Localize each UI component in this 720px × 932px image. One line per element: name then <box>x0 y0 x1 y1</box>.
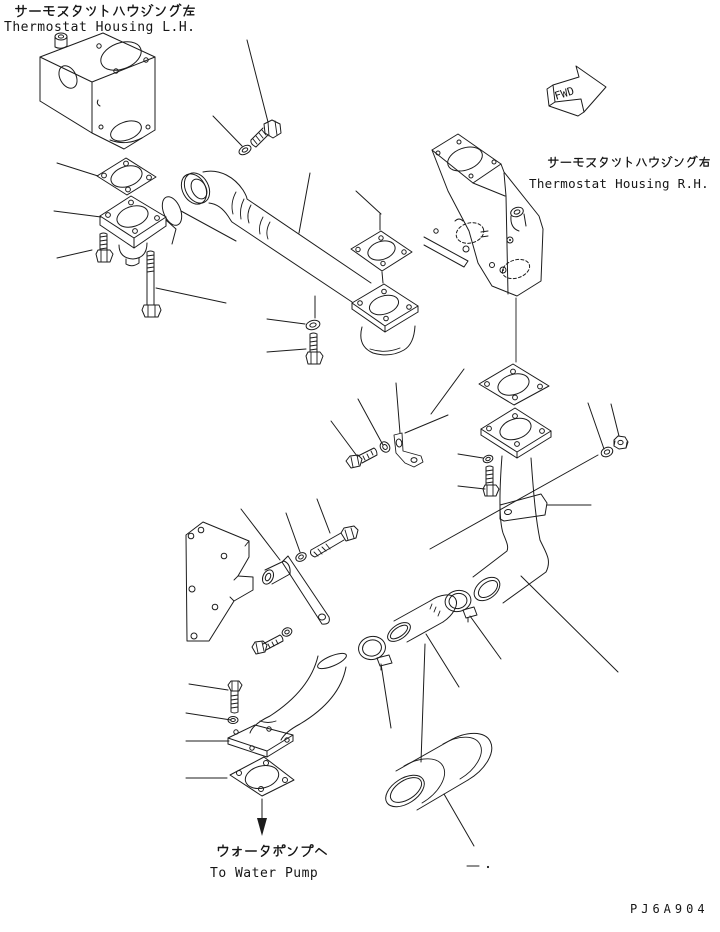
bolt-washer-top <box>237 120 281 157</box>
clip-bracket <box>394 433 423 467</box>
rh-gasket <box>479 364 549 405</box>
water-pump-elbow <box>228 650 348 757</box>
bolt-washer-clip <box>346 440 392 468</box>
label-rh-housing-ja <box>549 156 710 167</box>
spacer-sleeve <box>260 561 290 586</box>
lower-water-tube <box>470 408 551 605</box>
upper-water-tube <box>176 168 371 302</box>
fwd-arrow-icon <box>547 66 606 116</box>
lh-thermostat-housing <box>40 33 155 149</box>
flow-arrow-down <box>257 799 267 836</box>
drawing-code: PJ6A904 <box>630 902 709 916</box>
bolt-washer-right <box>482 454 499 496</box>
lh-gasket <box>97 158 156 195</box>
mounting-plate <box>186 522 253 641</box>
label-water-pump-ja <box>218 845 326 856</box>
tube-end-flange <box>352 284 418 355</box>
bolt <box>96 233 113 262</box>
label-lh-housing-ja <box>16 4 195 16</box>
bolt-long <box>142 251 161 317</box>
hose-short <box>384 595 456 645</box>
leader-lines <box>54 40 619 846</box>
fwd-arrow-label: FWD <box>552 84 576 103</box>
label-lh-housing-en: Thermostat Housing L.H. <box>4 20 196 35</box>
dash-dot-mark <box>467 866 489 868</box>
hose-large <box>380 733 492 813</box>
rh-thermostat-housing <box>424 134 543 362</box>
hose-clamp <box>443 588 477 622</box>
tube-gasket <box>351 231 412 271</box>
hose-clamp <box>356 634 392 670</box>
bolt-washer-mid <box>305 319 323 364</box>
lh-flanged-adapter <box>100 196 176 266</box>
bolt-washer-lower <box>252 626 293 654</box>
water-pump-gasket <box>230 757 294 796</box>
bolt-washer-elbow <box>228 681 242 724</box>
label-water-pump-en: To Water Pump <box>210 866 319 881</box>
label-rh-housing-en: Thermostat Housing R.H. <box>529 176 709 191</box>
bolt-washer-plate <box>294 526 358 563</box>
